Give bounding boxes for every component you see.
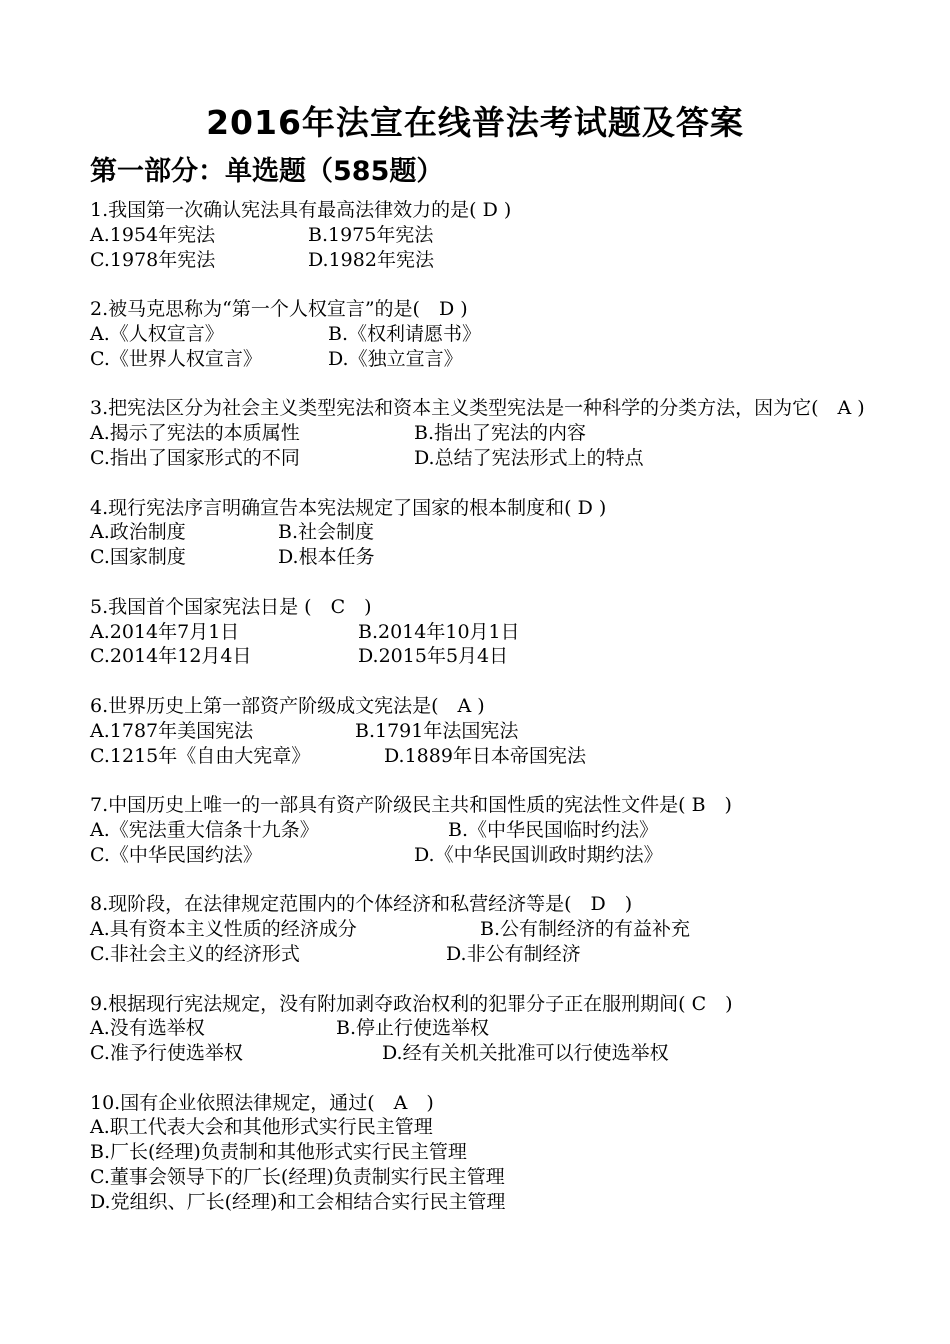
question-list <box>90 198 880 1239</box>
option-c: C.准予行使选举权 <box>90 1042 243 1065</box>
option-d: D.1889年日本帝国宪法 <box>384 744 586 767</box>
question-6 <box>90 694 880 768</box>
option-c: C.1215年《自由大宪章》 <box>90 744 311 767</box>
option-a: A.1787年美国宪法 <box>90 719 254 742</box>
question-text: 6.世界历史上第一部资产阶级成文宪法是( A ) <box>90 694 485 717</box>
question-3 <box>90 396 880 470</box>
option-a: A.2014年7月1日 <box>90 620 240 643</box>
section-title: 第一部分：单选题（585题） <box>90 156 444 187</box>
option-a: A.具有资本主义性质的经济成分 <box>90 918 357 941</box>
option-d: D.党组织、厂长(经理)和工会相结合实行民主管理 <box>90 1190 506 1213</box>
question-10 <box>90 1091 880 1215</box>
option-a: A.没有选举权 <box>90 1017 205 1040</box>
option-b: B.公有制经济的有益补充 <box>480 918 691 941</box>
question-text: 2.被马克思称为“第一个人权宣言”的是( D ) <box>90 298 468 321</box>
option-c: C.指出了国家形式的不同 <box>90 446 300 469</box>
option-d: D.总结了宪法形式上的特点 <box>414 446 644 469</box>
document-title: 2016年法宣在线普法考试题及答案 <box>206 103 744 142</box>
option-c: C.非社会主义的经济形式 <box>90 942 300 965</box>
question-9 <box>90 992 880 1066</box>
option-a: A.《人权宣言》 <box>90 322 224 345</box>
option-a: A.《宪法重大信条十九条》 <box>90 818 319 841</box>
option-c: C.董事会领导下的厂长(经理)负责制实行民主管理 <box>90 1166 505 1189</box>
option-c: C.《世界人权宣言》 <box>90 347 262 370</box>
option-b: B.1791年法国宪法 <box>355 719 519 742</box>
option-b: B.《权利请愿书》 <box>328 322 482 345</box>
question-text: 3.把宪法区分为社会主义类型宪法和资本主义类型宪法是一种科学的分类方法，因为它( A ) <box>90 397 865 420</box>
question-7 <box>90 793 880 867</box>
option-b: B.社会制度 <box>278 521 375 544</box>
question-5 <box>90 595 880 669</box>
option-d: D.《独立宣言》 <box>328 347 463 370</box>
question-text: 1.我国第一次确认宪法具有最高法律效力的是( D ) <box>90 199 512 221</box>
option-c: C.1978年宪法 <box>90 248 216 271</box>
question-8 <box>90 892 880 966</box>
option-b: B.指出了宪法的内容 <box>414 422 587 445</box>
option-c: C.2014年12月4日 <box>90 645 252 668</box>
question-text: 4.现行宪法序言明确宣告本宪法规定了国家的根本制度和( D ) <box>90 496 607 519</box>
question-text: 7.中国历史上唯一的一部具有资产阶级民主共和国性质的宪法性文件是( B ) <box>90 794 732 817</box>
option-c: C.《中华民国约法》 <box>90 843 262 866</box>
option-a: A.揭示了宪法的本质属性 <box>90 422 300 445</box>
option-a: A.政治制度 <box>90 521 186 544</box>
option-b: B.1975年宪法 <box>308 223 434 246</box>
option-a: A.职工代表大会和其他形式实行民主管理 <box>90 1116 433 1139</box>
question-text: 9.根据现行宪法规定，没有附加剥夺政治权利的犯罪分子正在服刑期间( C ) <box>90 992 733 1015</box>
option-b: B.停止行使选举权 <box>336 1017 490 1040</box>
option-d: D.1982年宪法 <box>308 248 434 271</box>
option-d: D.非公有制经济 <box>446 942 581 965</box>
option-c: C.国家制度 <box>90 546 186 569</box>
option-d: D.2015年5月4日 <box>358 645 509 668</box>
question-text: 10.国有企业依照法律规定，通过( A ) <box>90 1091 434 1114</box>
question-text: 8.现阶段，在法律规定范围内的个体经济和私营经济等是( D ) <box>90 893 633 916</box>
question-2 <box>90 297 880 371</box>
question-1 <box>90 198 880 272</box>
option-b: B.厂长(经理)负责制和其他形式实行民主管理 <box>90 1141 467 1164</box>
option-a: A.1954年宪法 <box>90 223 216 246</box>
question-4 <box>90 496 880 570</box>
option-d: D.根本任务 <box>278 546 375 569</box>
option-b: B.2014年10月1日 <box>358 620 520 643</box>
option-b: B.《中华民国临时约法》 <box>448 818 659 841</box>
question-text: 5.我国首个国家宪法日是 ( C ) <box>90 595 372 618</box>
option-d: D.《中华民国训政时期约法》 <box>414 843 663 866</box>
option-d: D.经有关机关批准可以行使选举权 <box>382 1042 669 1065</box>
